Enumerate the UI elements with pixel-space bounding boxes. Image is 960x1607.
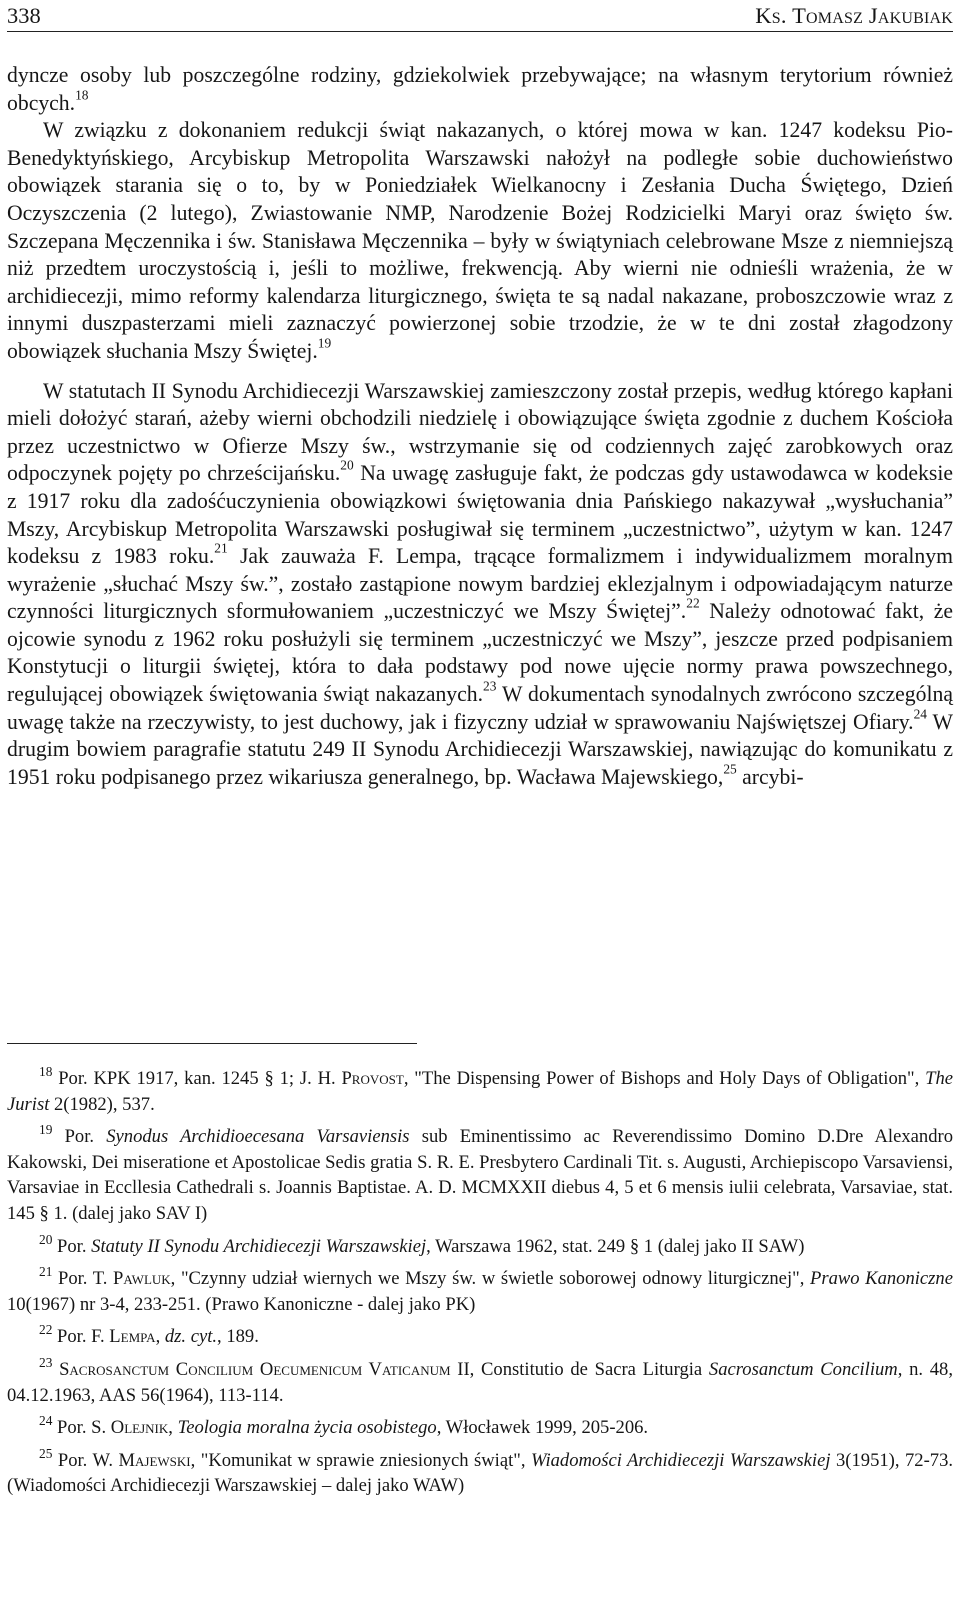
footnote-number: 24 xyxy=(39,1413,53,1429)
footnote-title: Prawo Kanoniczne xyxy=(809,1268,953,1290)
footnote-number: 20 xyxy=(39,1231,53,1247)
running-header xyxy=(7,3,953,32)
paragraph-3 xyxy=(7,378,953,792)
footnote-18 xyxy=(7,1063,953,1117)
footnote-author: Pawluk xyxy=(112,1268,171,1290)
footnote-ref[interactable]: 24 xyxy=(913,706,928,722)
footnote-20 xyxy=(7,1231,953,1260)
paragraph-text: arcybi- xyxy=(736,764,804,789)
main-text xyxy=(7,62,953,791)
footnote-text: Por. F. xyxy=(57,1326,110,1348)
paragraph-text: dyncze osoby lub poszczególne rodziny, gdziekolwiek przebywające; na własnym terytorium również obcych. xyxy=(7,63,953,115)
footnote-ref[interactable]: 18 xyxy=(75,87,89,103)
footnote-text: Por. W. xyxy=(57,1449,119,1471)
footnote-24 xyxy=(7,1415,953,1441)
paragraph-text: Na uwagę zasługuje fakt, że podczas gdy ustawodawca w kodeksie z 1917 roku dla zadośćuczynienia obowiązkowi świętowania dnia Pańskiego nakazywał „wysłuchania” Mszy, Arcybiskup Metropolita Warszawski posługiwał się terminem „uczestnictwo”, użytym w kan. 1247 kodeksu z 1983 roku. xyxy=(7,461,953,569)
footnote-ref[interactable]: 23 xyxy=(483,678,497,694)
footnote-text: , "The Dispensing Power of Bishops and Holy Days of Obligation", xyxy=(403,1068,926,1089)
footnote-text: , 189. xyxy=(217,1326,259,1348)
footnote-author: Lempa xyxy=(109,1326,156,1348)
footnote-text: Por. KPK 1917, kan. 1245 § 1; J. H. xyxy=(58,1068,342,1089)
footnote-ref[interactable]: 21 xyxy=(214,540,228,556)
footnote-author: Sacrosanctum Concilium Oecumenicum Vaticanum xyxy=(59,1358,451,1380)
footnote-ref[interactable]: 25 xyxy=(723,761,737,777)
footnote-22 xyxy=(7,1324,953,1350)
footnote-author: Provost xyxy=(341,1068,404,1089)
footnote-text: sub Eminentissimo ac Reverendissimo Domino D.Dre Alexandro Kakowski, Dei miseratione et Apostolicae Sedis gratia S. R. E. Presbytero Cardinali Tit. s. Augusti, Archiepiscopo Varsaviensi, Varsaviae in Eccllesia Cathedrali s. Joannis Baptistae. A. D. MCMXXII diebus 4, 5 et 6 mensis iulii celebrata, Varsaviae, stat. 145 § 1. (dalej jako SAV I) xyxy=(7,1126,953,1224)
footnote-text: , n. 48, 04.12.1963, AAS 56(1964), 113-114. xyxy=(7,1358,953,1406)
footnotes xyxy=(7,1063,954,1506)
paragraph-1 xyxy=(7,62,953,117)
footnote-text: Por. S. xyxy=(57,1417,111,1439)
paragraph-2 xyxy=(7,117,953,365)
paragraph-text: W dokumentach synodalnych zwrócono szczególną uwagę także na rzeczywisty, to jest duchowy, jak i fizyczny udział w sprawowaniu Najświętszej Ofiary. xyxy=(7,682,953,734)
footnote-21 xyxy=(7,1266,953,1317)
paragraph-text: W drugim bowiem paragrafie statutu 249 II Synodu Archidiecezji Warszawskiej, nawiązując do komunikatu z 1951 roku podpisanego przez wikariusza generalnego, bp. Wacława Majewskiego, xyxy=(7,709,954,789)
footnote-title: dz. cyt. xyxy=(164,1326,218,1348)
footnote-title: Sacrosanctum Concilium xyxy=(708,1358,898,1380)
footnote-author: Olejnik xyxy=(110,1417,169,1439)
footnote-title: Wiadomości Archidiecezji Warszawskiej xyxy=(530,1449,831,1471)
footnote-text: 10(1967) nr 3-4, 233-251. (Prawo Kanoniczne - dalej jako PK) xyxy=(7,1293,476,1315)
footnote-text: , xyxy=(168,1417,178,1439)
footnote-text: Por. xyxy=(57,1235,92,1257)
paragraph-text: W statutach II Synodu Archidiecezji Warszawskiej zamieszczony został przepis, według którego kapłani mieli dołożyć starań, ażeby wierni obchodzili niedzielę i obowiązujące święta zgodnie z duchem Kościoła przez uczestnictwo w Ofierze Mszy św., wstrzymanie się od codziennych zajęć zarobkowych oraz odpoczynek pojęty po chrześcijańsku. xyxy=(7,378,953,486)
paragraph-text: Jak zauważa F. Lempa, trącące formalizmem i indywidualizmem moralnym wyrażenie „słuchać Mszy św.”, zostało zastąpione nowym bardziej eklezjalnym i odpowiadającym naturze czynności liturgicznych sformułowaniem „uczestniczyć we Mszy Świętej”. xyxy=(7,544,953,624)
footnote-separator xyxy=(7,1043,417,1044)
footnote-author: Majewski xyxy=(118,1449,191,1471)
footnote-text: II, Constitutio de Sacra Liturgia xyxy=(450,1358,709,1380)
footnote-number: 19 xyxy=(39,1122,53,1138)
footnote-text: , "Komunikat w sprawie zniesionych świąt", xyxy=(190,1449,531,1471)
footnote-text: 2(1982), 537. xyxy=(49,1093,155,1115)
footnote-number: 22 xyxy=(39,1322,53,1338)
footnote-19 xyxy=(7,1124,953,1226)
page-number: 338 xyxy=(7,3,41,28)
footnote-number: 25 xyxy=(39,1445,53,1461)
footnote-ref[interactable]: 19 xyxy=(317,335,332,351)
footnote-title: Statuty II Synodu Archidiecezji Warszawskiej xyxy=(91,1235,427,1257)
footnote-ref[interactable]: 20 xyxy=(340,457,354,473)
paragraph-text: Należy odnotować fakt, że ojcowie synodu z 1962 roku posłużyli się terminem „uczestniczyć we Mszy”, jeszcze przed podpisaniem Konstytucji o liturgii świętej, która to dała podstawy pod nowe ujęcie normy prawa powszechnego, regulującej obowiązek świętowania świąt nakazanych. xyxy=(7,599,953,707)
footnote-title: Synodus Archidioecesana Varsaviensis xyxy=(106,1126,410,1148)
footnote-ref[interactable]: 22 xyxy=(686,595,700,611)
footnote-title: The Jurist xyxy=(7,1068,953,1115)
footnote-text: , Włocławek 1999, 205-206. xyxy=(436,1417,649,1439)
footnote-text: , Warszawa 1962, stat. 249 § 1 (dalej jako II SAW) xyxy=(426,1235,805,1257)
footnote-25 xyxy=(7,1445,954,1499)
footnote-text: , "Czynny udział wiernych we Mszy św. w świetle soborowej odnowy liturgicznej", xyxy=(170,1268,810,1290)
footnote-23 xyxy=(7,1354,953,1408)
footnote-text: Por. xyxy=(64,1126,107,1148)
paragraph-text: W związku z dokonaniem redukcji świąt nakazanych, o której mowa w kan. 1247 kodeksu Pio-Benedyktyńskiego, Arcybiskup Metropolita Warszawski nałożył na podległe sobie duchowieństwo obowiązek starania się o to, by w Poniedziałek Wielkanocny i Zesłania Ducha Świętego, Dzień Oczyszczenia (2 lutego), Zwiastowanie NMP, Narodzenie Bożej Rodzicielki Maryi oraz święto św. Szczepana Męczennika i św. Stanisława Męczennika – były w świątyniach celebrowane Msze z niemniejszą niż przedtem uroczystością i, jeśli to możliwe, frekwencją. Aby wierni nie odnieśli wrażenia, że w archidiecezji, mimo reformy kalendarza liturgicznego, święta te są nadal nakazane, proboszczowie wraz z innymi duszpasterzami mieli zaznaczyć powierzonej sobie trzodzie, że w te dni został złagodzony obowiązek słuchania Mszy Świętej. xyxy=(7,118,953,363)
footnote-title: Teologia moralna życia osobistego xyxy=(177,1417,437,1439)
footnote-text: Por. T. xyxy=(58,1268,113,1290)
footnote-number: 23 xyxy=(39,1354,53,1370)
footnote-text: 3(1951), 72-73. (Wiadomości Archidiecezji Warszawskiej – dalej jako WAW) xyxy=(7,1449,954,1497)
running-title: Ks. Tomasz Jakubiak xyxy=(755,3,953,28)
footnote-text: , xyxy=(155,1326,165,1348)
footnote-number: 18 xyxy=(39,1063,53,1079)
footnote-number: 21 xyxy=(39,1264,53,1280)
